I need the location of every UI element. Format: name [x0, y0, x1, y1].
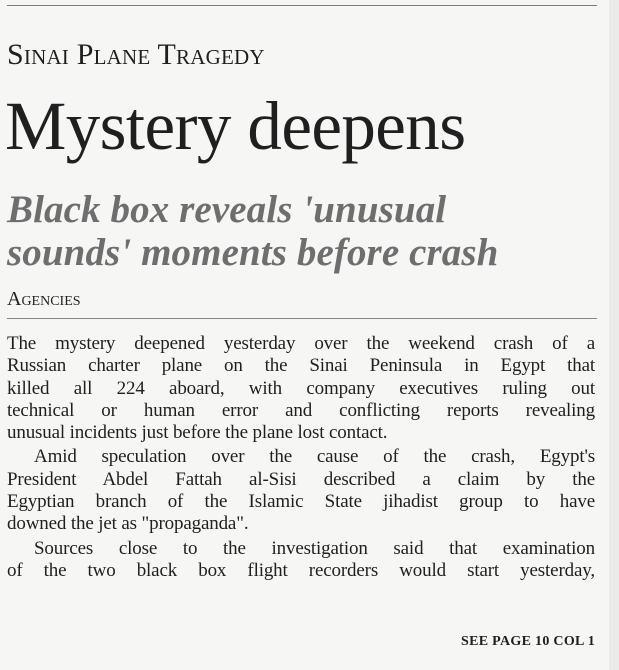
text-line: of the two black box flight recorders would start yesterday,: [7, 559, 595, 581]
subheadline-line: Black box reveals 'unusual: [7, 188, 447, 231]
text-line: Egyptian branch of the Islamic State jihadist group to have: [7, 491, 595, 513]
text-line: unusual incidents just before the plane lost contact.: [7, 422, 388, 444]
continued-link[interactable]: SEE PAGE 10 COL 1: [461, 634, 595, 649]
paragraph-2: [7, 446, 595, 535]
text-line: Amid speculation over the cause of the crash, Egypt's: [34, 446, 595, 468]
text-line: Sources close to the investigation said that examination: [34, 537, 595, 559]
top-rule: [7, 5, 597, 6]
text-line: Russian charter plane on the Sinai Peninsula in Egypt that: [7, 355, 595, 377]
paragraph-3: [7, 538, 595, 583]
page-edge-shadow: [609, 0, 619, 670]
paragraph-1: [7, 333, 595, 444]
section-label: Sinai Plane Tragedy: [7, 38, 265, 71]
article-body: [7, 333, 595, 582]
headline: Mystery deepens: [5, 88, 466, 164]
subheadline: [7, 188, 597, 274]
byline: Agencies: [7, 288, 81, 310]
text-line: downed the jet as "propaganda".: [7, 513, 249, 535]
text-line: killed all 224 aboard, with company executives ruling out: [7, 377, 595, 399]
byline-rule: [7, 318, 597, 319]
text-line: President Abdel Fattah al-Sisi described a claim by the: [7, 468, 595, 490]
text-line: The mystery deepened yesterday over the weekend crash of a: [7, 333, 595, 354]
subheadline-line: sounds' moments before crash: [7, 231, 499, 274]
text-line: technical or human error and conflicting reports revealing: [7, 399, 595, 421]
